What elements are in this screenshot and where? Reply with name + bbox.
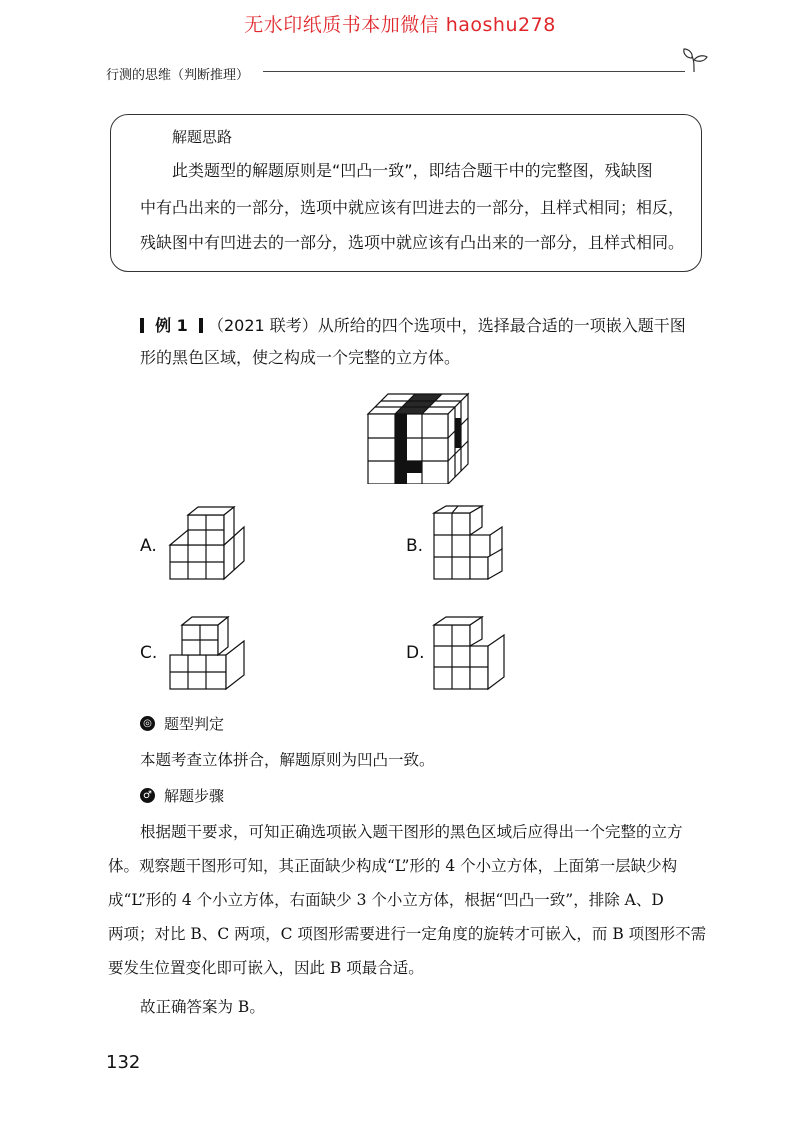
answer-line: 故正确答案为 B。: [140, 998, 265, 1016]
puzzle-cube-figure: [360, 384, 476, 484]
example-question: （2021 联考）从所给的四个选项中，选择最合适的一项嵌入题干图: [208, 316, 686, 335]
steps-line-1: 根据题干要求，可知正确选项嵌入题干图形的黑色区域后应得出一个完整的立方: [140, 823, 683, 841]
watermark-text: 无水印纸质书本加微信 haoshu278: [244, 14, 556, 36]
page-number: 132: [106, 1052, 141, 1073]
option-d-label[interactable]: D.: [406, 643, 425, 663]
option-c-label[interactable]: C.: [140, 643, 158, 663]
option-a-figure[interactable]: [168, 505, 248, 581]
key-icon: ♂: [140, 788, 155, 803]
option-b-label[interactable]: B.: [406, 536, 424, 556]
example-label: 例 1: [155, 316, 188, 335]
steps-line-3: 成“L”形的 4 个小立方体，右面缺少 3 个小立方体，根据“凹凸一致”，排除 A、D: [108, 891, 664, 909]
header-rule: [263, 71, 685, 72]
type-section-title: 题型判定: [164, 715, 225, 733]
example-line-2: 形的黑色区域，使之构成一个完整的立方体。: [140, 348, 461, 367]
option-d-figure[interactable]: [432, 615, 512, 691]
tip-line-2: 中有凸出来的一部分，选项中就应该有凹进去的一部分，且样式相同；相反，: [140, 198, 685, 217]
option-c-figure[interactable]: [168, 615, 248, 691]
steps-section-title: 解题步骤: [164, 787, 225, 805]
steps-line-2: 体。观察题干图形可知，其正面缺少构成“L”形的 4 个小立方体，上面第一层缺少构: [108, 857, 678, 875]
example-line-1: [140, 313, 686, 336]
steps-line-4: 两项；对比 B、C 两项，C 项图形需要进行一定角度的旋转才可嵌入，而 B 项图形不需: [108, 925, 707, 943]
example-marker-right: [199, 318, 203, 333]
target-icon: ◎: [140, 716, 155, 731]
example-marker-left: [140, 318, 144, 333]
type-section-text: 本题考查立体拼合，解题原则为凹凸一致。: [140, 751, 435, 769]
sprout-icon: [680, 46, 710, 74]
tip-line-1: 此类题型的解题原则是“凹凸一致”，即结合题干中的完整图，残缺图: [172, 161, 653, 180]
steps-line-5: 要发生位置变化即可嵌入，因此 B 项最合适。: [108, 959, 424, 977]
running-header-title: 行测的思维（判断推理）: [106, 68, 250, 83]
option-b-figure[interactable]: [432, 505, 512, 581]
tip-line-3: 残缺图中有凹进去的一部分，选项中就应该有凸出来的一部分，且样式相同。: [140, 233, 685, 252]
tip-heading: 解题思路: [172, 128, 233, 146]
option-a-label[interactable]: A.: [140, 536, 157, 556]
